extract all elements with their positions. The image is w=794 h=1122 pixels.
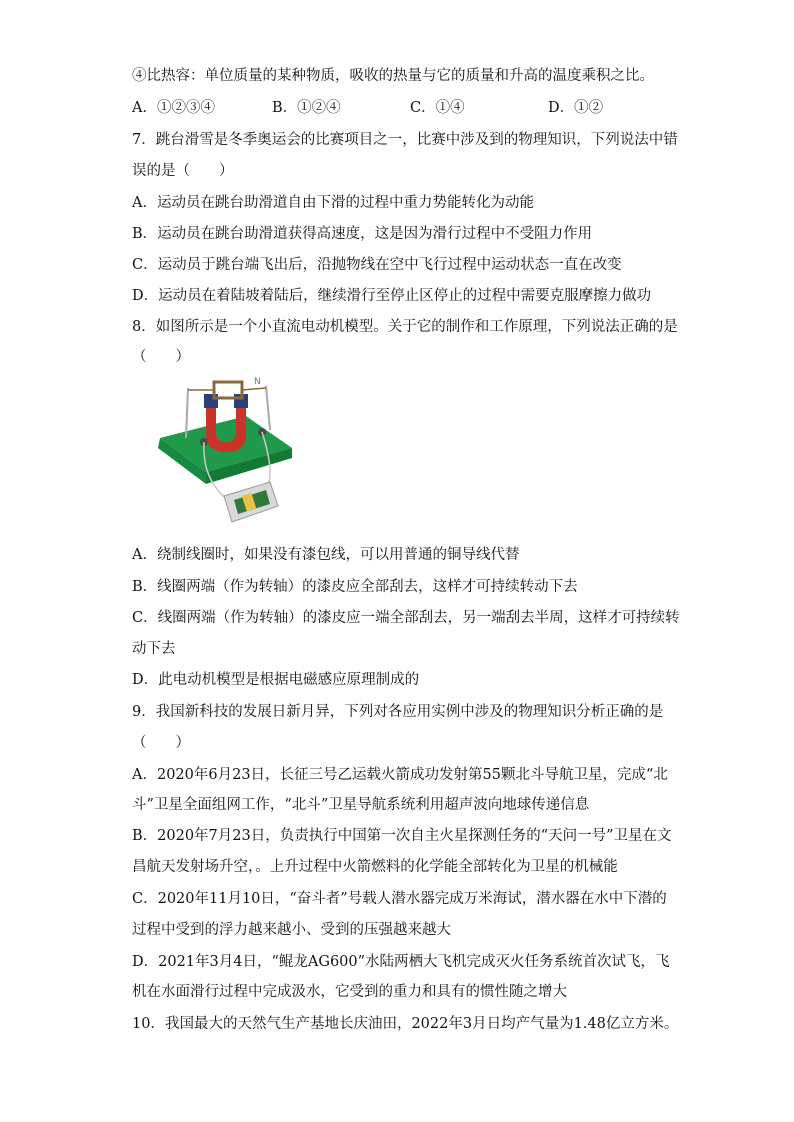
- q6-option-a[interactable]: A．①②③④: [132, 100, 215, 116]
- q7-option-c[interactable]: C．运动员于跳台端飞出后，沿抛物线在空中飞行过程中运动状态一直在改变: [132, 257, 622, 273]
- q9-stem-line1: 9．我国新科技的发展日新月异，下列对各应用实例中涉及的物理知识分析正确的是: [132, 704, 664, 720]
- q9-option-b-line1[interactable]: B．2020年7月23日，负责执行中国第一次自主火星探测任务的“天问一号”卫星在文: [132, 828, 672, 844]
- q7-stem-line2: 误的是（ ）: [132, 163, 234, 179]
- motor-model-figure: [150, 372, 300, 534]
- q9-option-b-line2[interactable]: 昌航天发射场升空，。上升过程中火箭燃料的化学能全部转化为卫星的机械能: [132, 859, 618, 875]
- q9-stem-line2: （ ）: [132, 735, 190, 751]
- q8-stem-line2: （ ）: [132, 349, 190, 365]
- q8-option-c-line1[interactable]: C．线圈两端（作为转轴）的漆皮应一端全部刮去，另一端刮去半周，这样才可持续转: [132, 610, 680, 626]
- q9-option-d-line1[interactable]: D．2021年3月4日，“鲲龙AG600”水陆两栖大飞机完成灭火任务系统首次试飞，飞: [132, 954, 670, 970]
- q8-option-c-line2[interactable]: 动下去: [132, 641, 176, 657]
- q7-option-d[interactable]: D．运动员在着陆坡着陆后，继续滑行至停止区停止的过程中需要克服摩擦力做功: [132, 288, 652, 304]
- q6-item4: ④比热容：单位质量的某种物质，吸收的热量与它的质量和升高的温度乘积之比。: [132, 68, 654, 84]
- magnet-n-label: N: [254, 377, 261, 387]
- q10-stem-line1: 10．我国最大的天然气生产基地长庆油田，2022年3月日均产气量为1.48亿立方米。: [132, 1016, 679, 1032]
- q8-stem-line1: 8．如图所示是一个小直流电动机模型。关于它的制作和工作原理，下列说法正确的是: [132, 319, 678, 335]
- q8-option-a[interactable]: A．绕制线圈时，如果没有漆包线，可以用普通的铜导线代替: [132, 547, 520, 563]
- q9-option-c-line2[interactable]: 过程中受到的浮力越来越小、受到的压强越来越大: [132, 922, 451, 938]
- q9-option-a-line1[interactable]: A．2020年6月23日，长征三号乙运载火箭成功发射第55颗北斗导航卫星，完成“北: [132, 767, 668, 783]
- q7-stem-line1: 7．跳台滑雪是冬季奥运会的比赛项目之一，比赛中涉及到的物理知识，下列说法中错: [132, 132, 678, 148]
- q9-option-d-line2[interactable]: 机在水面滑行过程中完成汲水，它受到的重力和具有的惯性随之增大: [132, 984, 567, 1000]
- q8-option-d[interactable]: D．此电动机模型是根据电磁感应原理制成的: [132, 672, 420, 688]
- q8-option-b[interactable]: B．线圈两端（作为转轴）的漆皮应全部刮去，这样才可持续转动下去: [132, 579, 578, 595]
- q6-option-c[interactable]: C．①④: [410, 100, 465, 116]
- q7-option-b[interactable]: B．运动员在跳台助滑道获得高速度，这是因为滑行过程中不受阻力作用: [132, 226, 593, 242]
- q7-option-a[interactable]: A．运动员在跳台助滑道自由下滑的过程中重力势能转化为动能: [132, 195, 534, 211]
- q9-option-c-line1[interactable]: C．2020年11月10日，“奋斗者”号载人潜水器完成万米海试，潜水器在水中下潜的: [132, 891, 667, 907]
- q6-option-d[interactable]: D．①②: [548, 100, 604, 116]
- q9-option-a-line2[interactable]: 斗”卫星全面组网工作，“北斗”卫星导航系统利用超声波向地球传递信息: [132, 797, 590, 813]
- q6-option-b[interactable]: B．①②④: [272, 100, 341, 116]
